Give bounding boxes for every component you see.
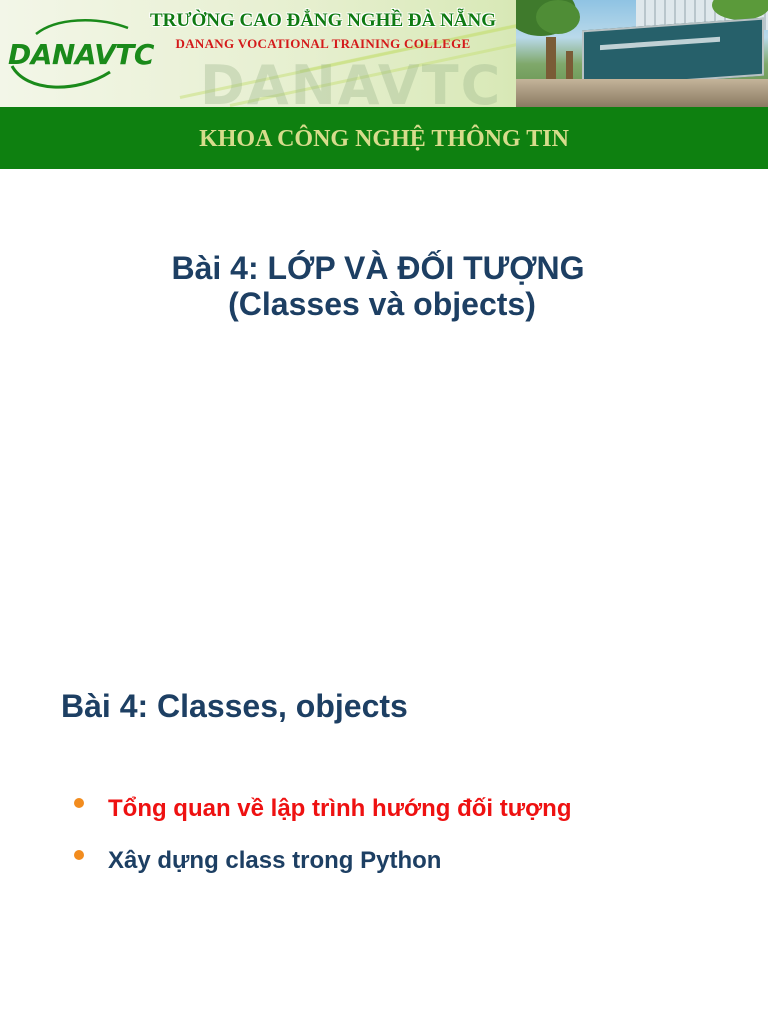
bullet-dot-icon <box>74 798 84 808</box>
school-name-vietnamese: TRƯỜNG CAO ĐẲNG NGHỀ ĐÀ NẴNG <box>149 10 497 31</box>
topic-list-item <box>72 844 572 896</box>
lesson-title-line-1: Bài 4: LỚP VÀ ĐỐI TƯỢNG <box>171 250 585 286</box>
department-bar <box>0 107 768 169</box>
section-heading: Bài 4: Classes, objects <box>61 688 408 724</box>
department-title: KHOA CÔNG NGHỆ THÔNG TIN <box>199 126 569 152</box>
bullet-dot-icon <box>74 850 84 860</box>
topic-label: Tổng quan về lập trình hướng đối tượng <box>108 795 572 822</box>
school-name-english: DANANG VOCATIONAL TRAINING COLLEGE <box>175 36 471 51</box>
college-logo <box>6 14 154 94</box>
topic-label: Xây dựng class trong Python <box>108 847 442 874</box>
topic-list-item <box>72 792 572 844</box>
lesson-title-line-2: (Classes và objects) <box>228 286 536 322</box>
campus-photo <box>516 0 768 107</box>
watermark-logo-text: DANAVTC <box>200 54 503 107</box>
lesson-title <box>0 250 756 322</box>
campus-sign <box>582 18 764 89</box>
topic-list <box>72 792 572 896</box>
header-banner <box>0 0 768 107</box>
logo-text: DANAVTC <box>8 38 154 71</box>
